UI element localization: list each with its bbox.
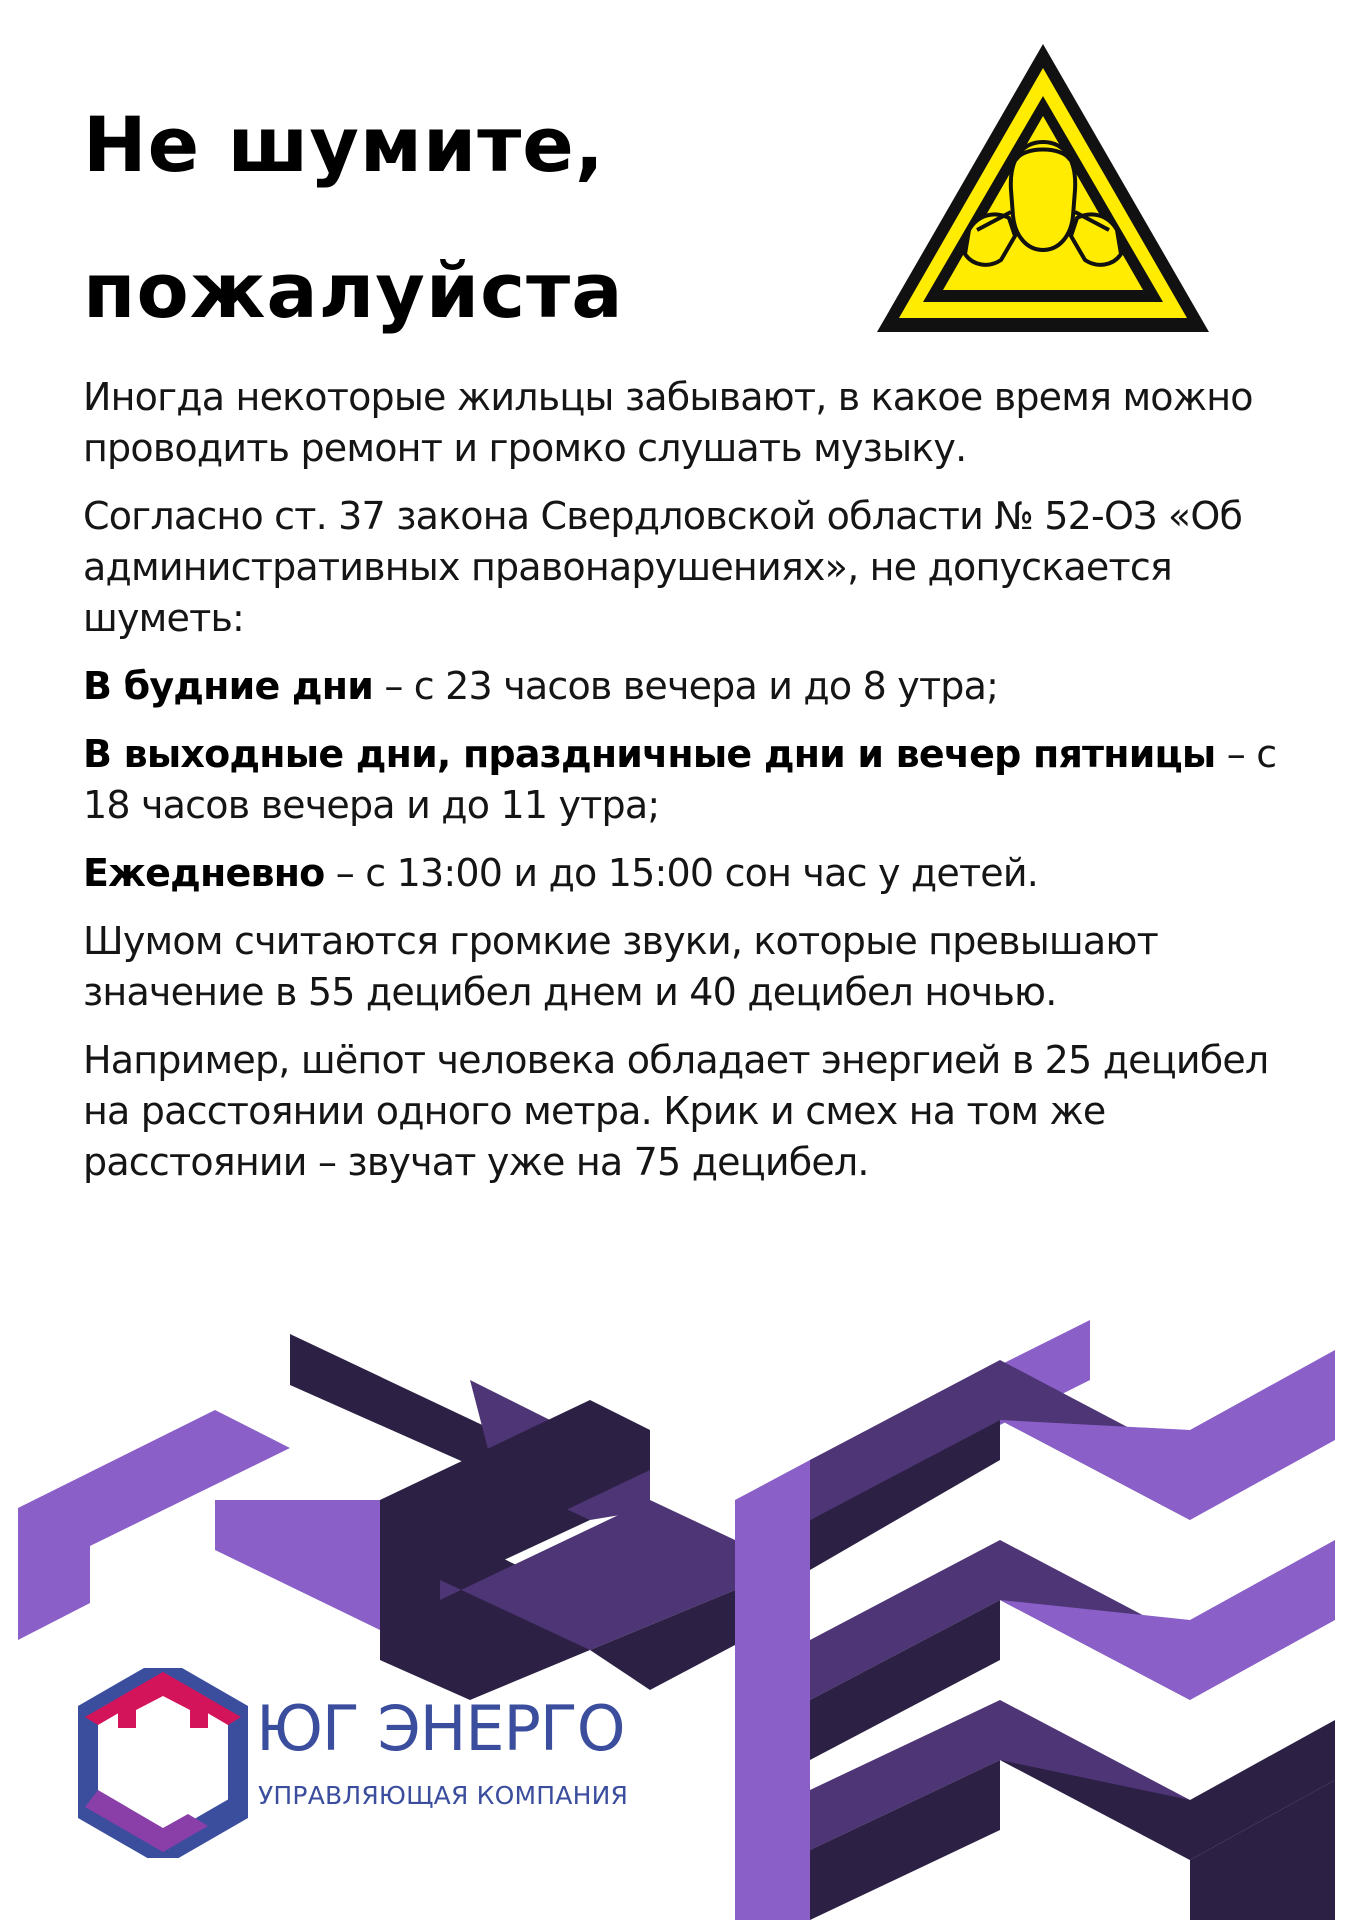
paragraph-intro: Иногда некоторые жильцы забывают, в какое время можно проводить ремонт и громко слушать музыку. <box>83 375 1253 470</box>
paragraph-weekdays <box>83 661 1283 712</box>
daily-label: Ежедневно <box>83 851 325 895</box>
weekend-label: В выходные дни, праздничные дни и вечер пятницы <box>83 732 1216 776</box>
page-title-line1: Не шумите, <box>83 100 605 189</box>
ear-covering-warning-icon <box>873 40 1213 340</box>
weekdays-text: – с 23 часов вечера и до 8 утра; <box>373 664 999 708</box>
company-logo-icon <box>78 1668 248 1858</box>
weekend-text: – с 18 часов вечера и до 11 утра; <box>83 732 1277 827</box>
notice-body <box>83 372 1283 1205</box>
company-name: ЮГ ЭНЕРГО <box>256 1692 625 1765</box>
weekdays-label: В будние дни <box>83 664 374 708</box>
paragraph-weekend <box>83 729 1283 831</box>
page-title-line2: пожалуйста <box>83 246 624 335</box>
paragraph-daily <box>83 848 1283 899</box>
paragraph-law: Согласно ст. 37 закона Свердловской области № 52-ОЗ «Об административных правонарушениях», не допускается шуметь: <box>83 494 1243 640</box>
daily-text: – с 13:00 и до 15:00 сон час у детей. <box>324 851 1039 895</box>
paragraph-example: Например, шёпот человека обладает энергией в 25 децибел на расстоянии одного метра. Крик и смех на том же расстоянии – звучат уже на 75 децибел. <box>83 1038 1269 1184</box>
paragraph-noise-definition: Шумом считаются громкие звуки, которые превышают значение в 55 децибел днем и 40 децибел ночью. <box>83 919 1158 1014</box>
company-subtitle: УПРАВЛЯЮЩАЯ КОМПАНИЯ <box>258 1781 629 1810</box>
